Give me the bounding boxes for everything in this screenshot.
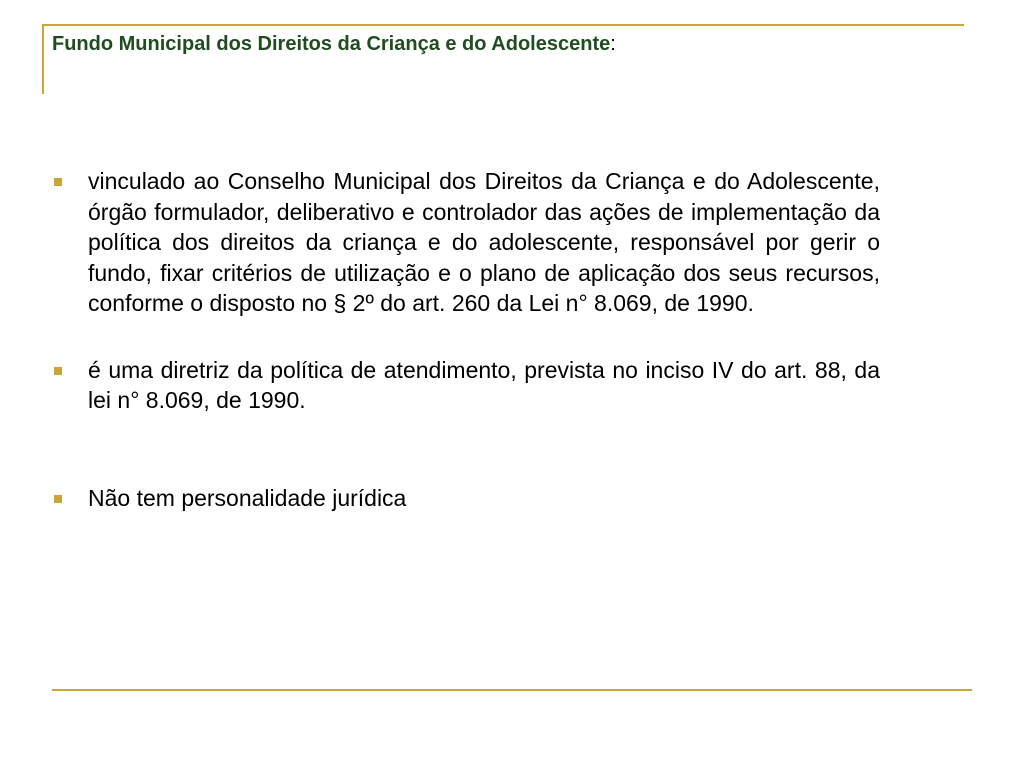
bullet-text: é uma diretriz da política de atendimento, prevista no inciso IV do art. 88, da lei n° 8.069, de 1990. [88,356,880,413]
bullet-list [52,166,880,513]
slide-title [52,30,616,58]
slide-title-colon: : [610,33,616,55]
bullet-item [52,355,880,416]
bullet-item [52,483,880,514]
bullet-text: vinculado ao Conselho Municipal dos Direitos da Criança e do Adolescente, órgão formulador, deliberativo e controlador das ações de implementação da política dos direitos da criança e do adolescente, responsável por gerir o fundo, fixar critérios de utilização e o plano de aplicação dos seus recursos, conforme o disposto no § 2º do art. 260 da Lei n° 8.069, de 1990. [88,168,880,316]
slide-title-text: Fundo Municipal dos Direitos da Criança e do Adolescente [52,33,611,55]
square-bullet-icon [54,495,62,503]
bottom-rule [52,689,972,691]
top-rule [42,24,964,26]
bullet-item [52,166,880,319]
left-rule [42,24,44,94]
bullet-text: Não tem personalidade jurídica [88,484,407,511]
square-bullet-icon [54,178,62,186]
square-bullet-icon [54,367,62,375]
